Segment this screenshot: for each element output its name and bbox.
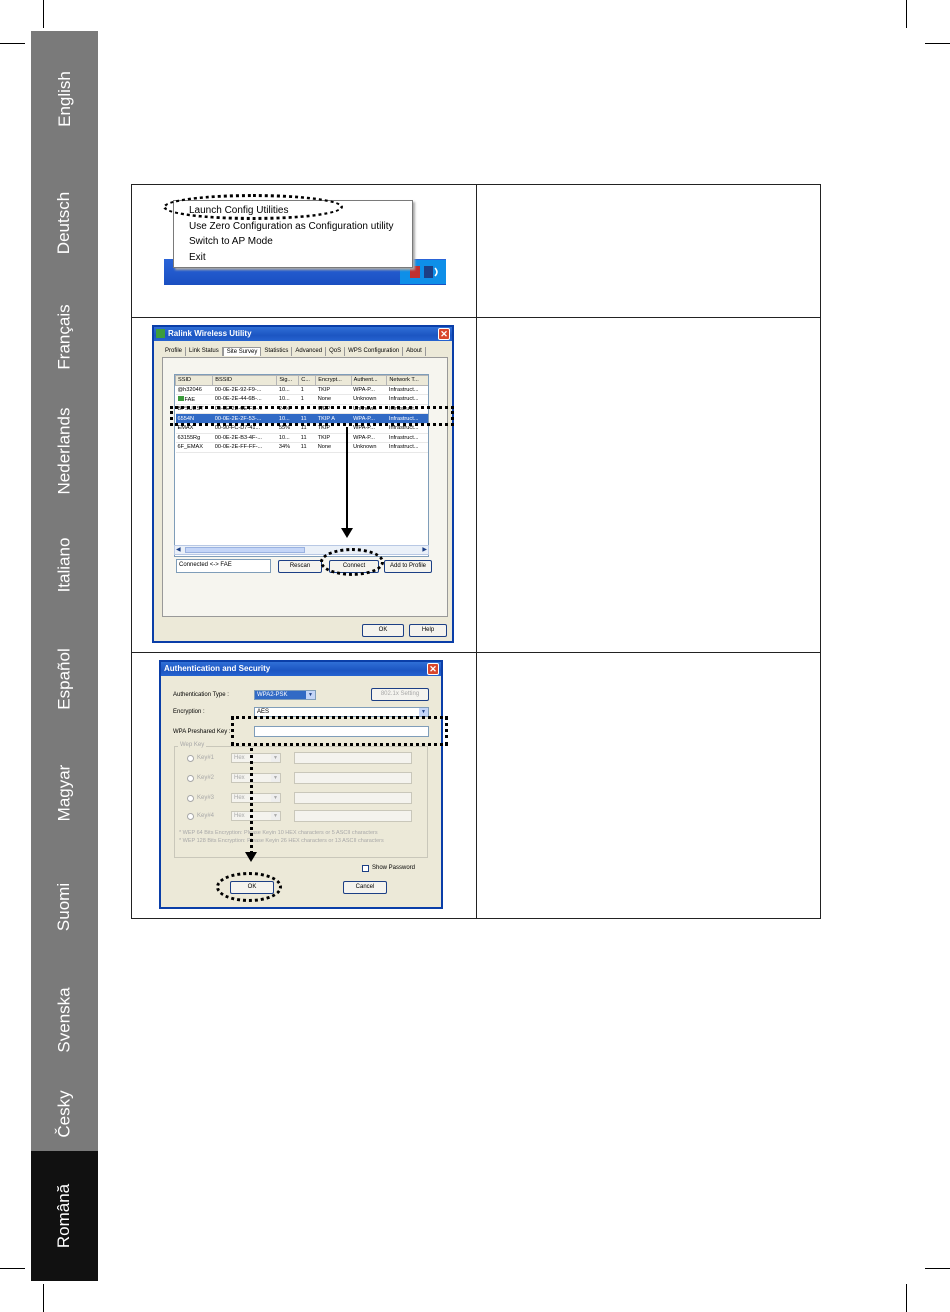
cell-bssid: 00-0E-2E-B3-4F-... (213, 433, 277, 443)
cell-bssid: 00-0E-2E-44-6B-... (213, 395, 277, 405)
lang-svenska: Svenska (54, 987, 74, 1053)
arrow-line (250, 748, 253, 854)
lang-magyar: Magyar (54, 764, 74, 822)
scroll-thumb[interactable] (185, 547, 305, 553)
key-format-value: Hex (234, 755, 245, 761)
cell-bssid: 00-0E-2E-FF-FF-... (213, 443, 277, 453)
highlight-ok-button (216, 872, 282, 902)
crop-mark (925, 1268, 950, 1269)
cell-ssid (176, 395, 213, 405)
key1-input[interactable] (294, 752, 412, 764)
cell-signal: 55% (277, 423, 299, 433)
table-divider (132, 317, 820, 318)
column-header-ssid[interactable]: SSID (176, 376, 213, 386)
cell-bssid: 00-0E-2E-2F-53-... (213, 414, 277, 424)
table-row[interactable] (176, 385, 430, 395)
arrow-down-icon (245, 852, 257, 862)
cell-network-type: Infrastruct... (387, 443, 429, 453)
language-sidebar (31, 31, 98, 1281)
chevron-down-icon[interactable]: ▼ (306, 691, 315, 699)
cell-signal: 10... (277, 395, 299, 405)
tab-statistics[interactable]: Statistics (261, 347, 292, 356)
lang-espanol: Español (54, 648, 74, 710)
key2-radio[interactable] (187, 775, 194, 782)
column-header-bssid[interactable]: BSSID (213, 376, 277, 386)
key-format-value: Hex (234, 813, 245, 819)
menu-item-ap-mode[interactable]: Switch to AP Mode (189, 236, 273, 247)
encryption-label: Encryption : (173, 709, 205, 715)
cell-network-type: Infrastruct... (387, 433, 429, 443)
lang-deutsch: Deutsch (54, 191, 74, 255)
menu-item-zero-config[interactable]: Use Zero Configuration as Configuration utility (189, 221, 394, 232)
cell-auth: Unknown (351, 443, 387, 453)
cell-network-type: Infrastruct... (387, 385, 429, 395)
cell-network-type: Infrastruct... (387, 423, 429, 433)
wep-note-64: * WEP 64 Bits Encryption: Please Keyin 10 HEX characters or 5 ASCII characters (179, 830, 378, 836)
lang-suomi: Suomi (54, 882, 74, 932)
lang-francais: Français (54, 304, 74, 370)
key2-input[interactable] (294, 772, 412, 784)
8021x-setting-button[interactable]: 802.1x Setting (371, 688, 429, 701)
cell-network-type: Infrastruct... (387, 404, 429, 414)
auth-type-label: Authentication Type : (173, 692, 229, 698)
connection-status: Connected <-> FAE (176, 559, 271, 573)
column-header-network-type[interactable]: Network T... (387, 376, 429, 386)
window-title: Authentication and Security (164, 664, 271, 673)
tab-site-survey[interactable]: Site Survey (223, 347, 262, 356)
rescan-button[interactable]: Rescan (278, 560, 322, 573)
cell-ssid: EMAX (176, 423, 213, 433)
column-header-signal[interactable]: Sig... (277, 376, 299, 386)
ssid-text: FAE (184, 396, 196, 403)
tab-qos[interactable]: QoS (326, 347, 345, 356)
cell-ssid: 6554N (176, 414, 213, 424)
window-title: Ralink Wireless Utility (168, 329, 252, 338)
chevron-down-icon[interactable]: ▼ (271, 754, 280, 762)
cell-auth: WPA-P... (351, 423, 387, 433)
tab-advanced[interactable]: Advanced (292, 347, 326, 356)
crop-mark (925, 43, 950, 44)
auth-type-select[interactable] (254, 690, 316, 700)
key1-label: Key#1 (197, 755, 215, 761)
cell-encryption: WEP (316, 404, 351, 414)
column-header-encryption[interactable]: Encrypt... (316, 376, 351, 386)
key3-input[interactable] (294, 792, 412, 804)
key1-format-select[interactable] (231, 753, 281, 763)
table-divider (476, 185, 477, 918)
highlight-psk-field (231, 716, 448, 746)
network-list[interactable] (174, 374, 429, 557)
chevron-down-icon[interactable]: ▼ (271, 794, 280, 802)
tab-profile[interactable]: Profile (162, 347, 186, 356)
show-password-checkbox[interactable] (362, 865, 369, 872)
cell-channel: 11 (299, 414, 316, 424)
tab-about[interactable]: About (403, 347, 426, 356)
lang-romana: Română (31, 1151, 98, 1281)
crop-mark (906, 0, 907, 28)
cell-channel: 11 (299, 433, 316, 443)
cell-encryption: TKIP (316, 433, 351, 443)
lang-nederlands: Nederlands (54, 407, 74, 495)
key4-radio[interactable] (187, 813, 194, 820)
cell-channel: 1 (299, 395, 316, 405)
key1-radio[interactable] (187, 755, 194, 762)
encryption-value: AES (257, 709, 270, 715)
key3-format-select[interactable] (231, 793, 281, 803)
arrow-down-icon (341, 528, 353, 538)
key4-input[interactable] (294, 810, 412, 822)
chevron-down-icon[interactable]: ▼ (419, 708, 428, 716)
help-button[interactable]: Help (409, 624, 447, 637)
key-format-value: Hex (234, 795, 245, 801)
ralink-window (152, 325, 454, 643)
key2-format-select[interactable] (231, 773, 281, 783)
tab-link-status[interactable]: Link Status (186, 347, 223, 356)
column-header-authentication[interactable]: Authent... (351, 376, 387, 386)
crop-mark (906, 1284, 907, 1312)
ok-button[interactable]: OK (362, 624, 404, 637)
cancel-button[interactable]: Cancel (343, 881, 387, 894)
key3-radio[interactable] (187, 795, 194, 802)
cell-bssid: 00-0E-2E-92-F9-... (213, 385, 277, 395)
cell-ssid: BPSUEST (176, 404, 213, 414)
lang-italiano: Italiano (54, 537, 74, 593)
key3-label: Key#3 (197, 795, 215, 801)
table-divider (132, 652, 820, 653)
arrow-line (346, 427, 348, 530)
crop-mark (43, 1284, 44, 1312)
highlight-launch-config (163, 194, 343, 220)
column-header-channel[interactable]: C... (299, 376, 316, 386)
highlight-connect-button (320, 548, 384, 576)
lang-cesky: Česky (54, 1089, 74, 1138)
cell-encryption: TKIP (316, 385, 351, 395)
cell-ssid: @h32046 (176, 385, 213, 395)
crop-mark (43, 0, 44, 28)
key4-format-select[interactable] (231, 811, 281, 821)
cell-auth: WPA-P... (351, 433, 387, 443)
connected-icon (178, 396, 184, 401)
horizontal-scrollbar[interactable] (174, 545, 429, 555)
cell-channel: 11 (299, 423, 316, 433)
cell-signal: 34% (277, 443, 299, 453)
cell-ssid: 6F_EMAX (176, 443, 213, 453)
chevron-down-icon[interactable]: ▼ (271, 812, 280, 820)
cell-auth: Unknown (351, 395, 387, 405)
close-icon[interactable]: ✕ (427, 663, 439, 675)
auth-security-dialog (159, 660, 443, 909)
tab-bar (162, 347, 426, 356)
ralink-logo-icon (156, 329, 165, 338)
cell-channel: 1 (299, 385, 316, 395)
key-format-value: Hex (234, 775, 245, 781)
wep-group-label: Wep Key (180, 742, 205, 748)
table-row[interactable] (176, 395, 430, 405)
cell-encryption: None (316, 443, 351, 453)
auth-type-value: WPA2-PSK (257, 692, 288, 698)
window-titlebar (154, 327, 452, 341)
highlight-selected-network (170, 406, 454, 426)
add-to-profile-button[interactable]: Add to Profile (384, 560, 432, 573)
table-row[interactable] (176, 443, 430, 453)
chevron-down-icon[interactable]: ▼ (271, 774, 280, 782)
psk-label: WPA Preshared Key : (173, 729, 231, 735)
cell-auth: WPA-P... (351, 414, 387, 424)
cell-network-type: Infrastruct... (387, 395, 429, 405)
cell-network-type: Infrastruct... (387, 414, 429, 424)
cell-encryption: TKIP A (316, 414, 351, 424)
cell-encryption: None (316, 395, 351, 405)
cell-auth: WPA-P... (351, 385, 387, 395)
close-icon[interactable]: ✕ (438, 328, 450, 340)
cell-bssid: 00-0E-2E-6E-FB-... (213, 404, 277, 414)
scroll-right-icon[interactable]: ▶ (422, 547, 427, 553)
cell-signal: 10... (277, 414, 299, 424)
key2-label: Key#2 (197, 775, 215, 781)
cell-encryption: TKIP (316, 423, 351, 433)
connect-button[interactable]: Connect (329, 560, 379, 573)
lang-english: English (54, 70, 74, 127)
wep-note-128: * WEP 128 Bits Encryption: Please Keyin 26 HEX characters or 13 ASCII characters (179, 838, 384, 844)
cell-signal: 10... (277, 433, 299, 443)
show-password-label: Show Password (372, 865, 416, 871)
cell-channel: 11 (299, 443, 316, 453)
menu-item-launch-config[interactable]: Launch Config Utilities (189, 205, 289, 216)
cell-bssid: 00-90-FC-D7-41... (213, 423, 277, 433)
cell-signal: 10... (277, 385, 299, 395)
crop-mark (0, 1268, 25, 1269)
crop-mark (0, 43, 25, 44)
ok-button[interactable]: OK (230, 881, 274, 894)
table-row[interactable] (176, 433, 430, 443)
key4-label: Key#4 (197, 813, 215, 819)
cell-signal: 24% (277, 404, 299, 414)
tab-wps-configuration[interactable]: WPS Configuration (345, 347, 403, 356)
menu-item-exit[interactable]: Exit (189, 252, 206, 263)
window-titlebar (161, 662, 441, 676)
cell-channel: 2 (299, 404, 316, 414)
cell-auth: Unknown (351, 404, 387, 414)
cell-ssid: 63155Rg (176, 433, 213, 443)
scroll-left-icon[interactable]: ◀ (176, 547, 181, 553)
